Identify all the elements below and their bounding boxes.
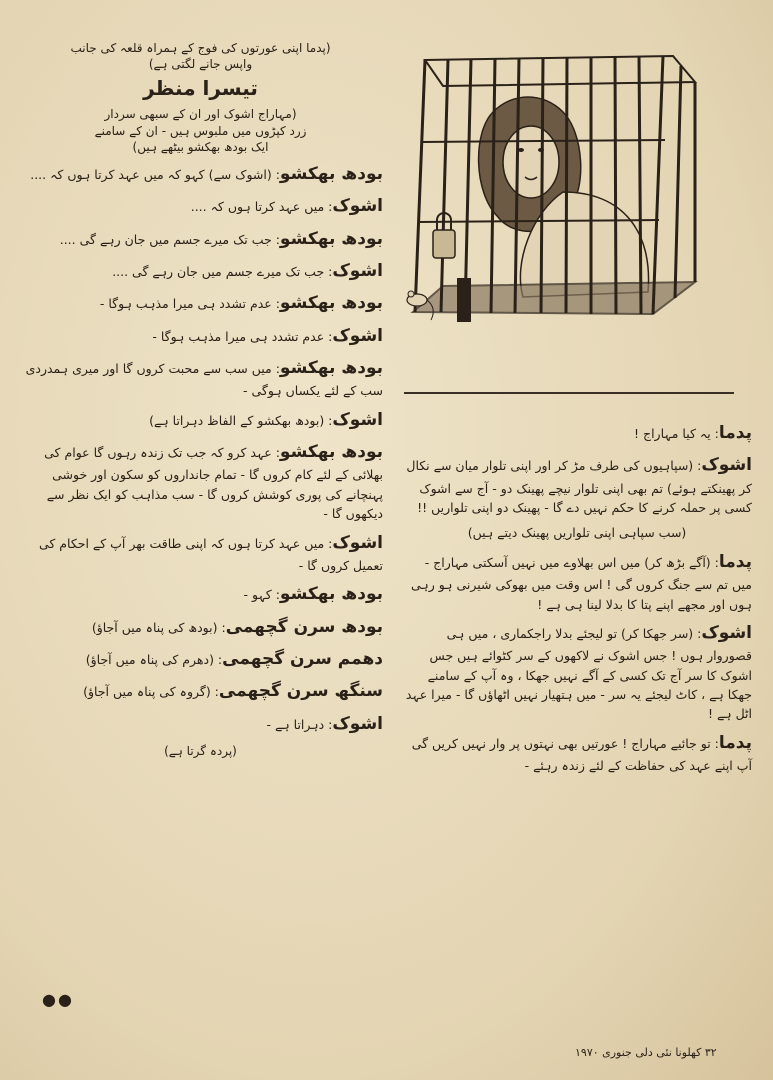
right-column [402, 420, 752, 781]
decorative-dots: ●● [42, 990, 74, 1009]
dialogue-text: : (سپاہیوں کی طرف مڑ کر اور اپنی تلوار میان سے نکال کر پھینکتے ہوئے) تم بھی اپنی تلوار نیچے پھینک دو - آج سے اشوک کسی پر حملہ کرنے کا حکم نہیں دے گا - پھینک دو اپنی تلواریں !! [406, 458, 752, 516]
dialogue-text: : تو جائیے مہاراج ! عورتیں بھی نہتوں پر وار نہیں کریں گی آپ اپنے عہد کی حفاظت کے لئے زندہ رہئے - [411, 735, 752, 774]
dialogue-line [18, 407, 383, 433]
dialogue-line [402, 549, 752, 614]
dialogue-text: : (اشوک سے) کہو کہ میں عہد کرتا ہوں کہ .... [30, 166, 280, 182]
dialogue-text: : میں عہد کرتا ہوں کہ .... [190, 199, 333, 215]
dialogue-text: : دہراتا ہے - [266, 716, 333, 732]
dialogue-text: : عہد کرو کہ جب تک زندہ رہوں گا عوام کی بھلائی کے لئے کام کروں گا - تمام جانداروں کو سکون اور خوشی پہنچانے کی پوری کوشش کروں گا - سب مذاہب کو ایک نظر سے دیکھوں گا - [44, 445, 383, 522]
speaker-name: اشوک [332, 325, 383, 346]
speaker-name: بودھ بھکشو [279, 358, 383, 378]
speaker-name: بودھ بھکشو [279, 293, 383, 314]
dialogue-line [18, 614, 383, 640]
speaker-name: بودھ بھکشو [279, 442, 383, 463]
speaker-name: اشوک [701, 455, 752, 476]
left-column [18, 40, 383, 759]
speaker-name: اشوک [332, 260, 383, 281]
dialogue-text: : کہو - [243, 587, 280, 603]
speaker-name: اشوک [332, 196, 383, 217]
dialogue-text: : (دھرم کی پناہ میں آجاؤ) [85, 651, 223, 667]
dialogue-text: : (بودھ کی پناہ میں آجاؤ) [91, 619, 226, 635]
dialogue-line [18, 678, 383, 704]
dialogue-line [18, 439, 383, 523]
speaker-name: اشوک [332, 532, 383, 553]
scene-stage-line-3: ایک بودھ بھکشو بیٹھے ہیں) [132, 139, 269, 154]
dialogue-line [18, 290, 383, 316]
intro-stage-line-1: (پدما اپنی عورتوں کی فوج کے ہمراہ قلعہ کی جانب [70, 41, 331, 55]
dialogue-line [18, 193, 383, 219]
dialogue-text: : میں سب سے محبت کروں گا اور میری ہمدردی سب کے لئے یکساں ہوگی - [25, 361, 383, 399]
dialogue-text: : عدم تشدد ہی میرا مذہب ہوگا - [152, 328, 333, 344]
dialogue-text: : میں عہد کرتا ہوں کہ اپنی طاقت بھر آپ کے احکام کی تعمیل کروں گا - [38, 535, 383, 573]
dialogue-line [402, 620, 752, 724]
dialogue-text: : (آگے بڑھ کر) میں اس بھلاوے میں نہیں آسکتی مہاراج - میں تم سے جنگ کروں گی ! اس وقت میں بھوکی شیرنی ہو رہی ہوں اور مجھے اپنے پتا کا بدلا لینا ہی ہے ! [410, 554, 752, 612]
dialogue-text: : (بودھ بھکشو کے الفاظ دہراتا ہے) [149, 412, 333, 428]
dialogue-line [402, 730, 752, 776]
lion-in-cage-icon [403, 42, 703, 342]
speaker-name: پدما [718, 551, 752, 572]
dialogue-line [18, 581, 383, 607]
dialogue-line [402, 452, 752, 517]
dialogue-line [18, 258, 383, 284]
scene-title: تیسرا منظر [143, 76, 258, 101]
column-divider [404, 392, 734, 394]
scene-stage-line-1: (مہاراج اشوک اور ان کے سبھی سردار [104, 107, 297, 122]
dialogue-text: : (سر جھکا کر) تو لیجئے بدلا راجکماری ، میں ہی قصوروار ہوں ! جس اشوک نے لاکھوں کے سر کٹوائے ہیں جس اشوک کا سر آج تک کسی کے آگے نہیں جھکا ، وہ آپ کے سامنے جھکا ہے ، کاٹ لیجئے یہ سر - میں ہتھیار نہیں اٹھاؤں گا - میرا عہد اٹل ہے ! [405, 625, 752, 722]
dialogue-line [402, 420, 752, 446]
speaker-name: پدما [718, 423, 752, 443]
speaker-name: بودھ بھکشو [279, 228, 383, 249]
dialogue-line [18, 161, 383, 187]
dialogue-line [18, 323, 383, 349]
dialogue-line [18, 355, 383, 401]
page-footer: ۳۲ کھلونا نئی دلی جنوری ۱۹۷۰ [575, 1046, 717, 1059]
dialogue-line [18, 711, 383, 737]
speaker-name: سنگھ سرن گچھمی [218, 681, 383, 702]
dialogue-text: : عدم تشدد ہی میرا مذہب ہوگا - [99, 296, 280, 312]
speaker-name: بودھ سرن گچھمی [225, 616, 383, 637]
dialogue-line [18, 646, 383, 672]
speaker-name: اشوک [332, 713, 383, 734]
speaker-name: پدما [718, 732, 752, 753]
closing-stage: (پردہ گرتا ہے) [164, 743, 237, 758]
speaker-name: اشوک [701, 622, 752, 643]
dialogue-text: : جب تک میرے جسم میں جان رہے گی .... [59, 231, 280, 247]
speaker-name: بودھ بھکشو [279, 163, 383, 184]
dialogue-text: : (گروہ کی پناہ میں آجاؤ) [83, 684, 219, 700]
intro-stage-line-2: واپس جانے لگتی ہے) [148, 57, 253, 72]
dialogue-line [18, 530, 383, 576]
speaker-name: بودھ بھکشو [279, 584, 383, 605]
speaker-name: دھمم سرن گچھمی [222, 648, 383, 669]
stage-direction: (سب سپاہی اپنی تلواریں پھینک دیتے ہیں) [467, 525, 687, 541]
dialogue-text: : جب تک میرے جسم میں جان رہے گی .... [112, 263, 333, 279]
speaker-name: اشوک [332, 409, 383, 430]
scene-stage-line-2: زرد کپڑوں میں ملبوس ہیں - ان کے سامنے [94, 123, 307, 138]
dialogue-line [18, 226, 383, 252]
dialogue-text: : یہ کیا مہاراج ! [634, 426, 719, 441]
